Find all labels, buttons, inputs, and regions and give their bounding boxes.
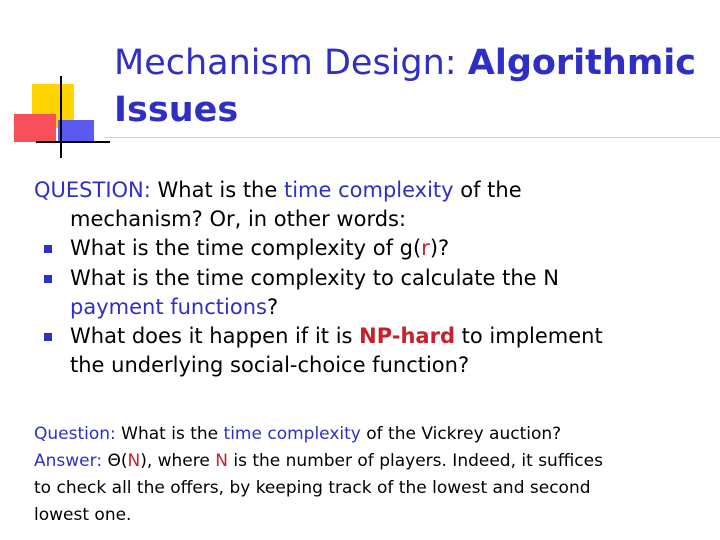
- question-label: QUESTION:: [34, 178, 151, 202]
- slide-title: [114, 40, 714, 134]
- qa-question-label: Question:: [34, 424, 116, 444]
- bullet-text: What is the time complexity of g(r)?: [70, 236, 450, 260]
- question-text-end: of the: [453, 178, 522, 202]
- title-part-1: Mechanism Design:: [114, 43, 468, 83]
- bullet-square-icon: [34, 234, 70, 264]
- qa-answer-line-3: lowest one.: [34, 505, 132, 525]
- title-part-2: Algorithmic: [467, 43, 697, 83]
- slide-logo-decoration: [0, 0, 110, 170]
- bullet-text: What does it happen if it is NP-hard to implement the underlying social-choice function?: [70, 324, 603, 377]
- bullet-square-icon: [34, 264, 70, 322]
- qa-answer-label: Answer:: [34, 451, 103, 471]
- title-divider: [104, 137, 720, 138]
- title-part-3: Issues: [114, 90, 239, 130]
- bullet-item: [34, 264, 694, 322]
- qa-answer-line: Answer: Θ(N), where N is the number of players. Indeed, it suffices: [34, 451, 603, 471]
- qa-question-highlight: time complexity: [223, 424, 361, 444]
- question-text: What is the: [150, 178, 284, 202]
- question-highlight: time complexity: [283, 178, 454, 202]
- logo-horizontal-line: [36, 141, 110, 143]
- blue-square: [58, 120, 94, 142]
- slide-body: [34, 176, 694, 380]
- bullet-text: What is the time complexity to calculate the N payment functions?: [70, 266, 559, 319]
- red-square: [14, 114, 56, 142]
- bullet-item: [34, 234, 694, 264]
- logo-vertical-line: [60, 76, 62, 158]
- bullet-square-icon: [34, 322, 70, 380]
- question-line: [34, 176, 694, 205]
- qa-answer-line-2: to check all the offers, by keeping track of the lowest and second: [34, 478, 591, 498]
- bullet-item: [34, 322, 694, 380]
- question-continuation: mechanism? Or, in other words:: [70, 207, 407, 231]
- qa-block: [34, 421, 694, 529]
- qa-question-line: Question: What is the time complexity of the Vickrey auction?: [34, 424, 562, 444]
